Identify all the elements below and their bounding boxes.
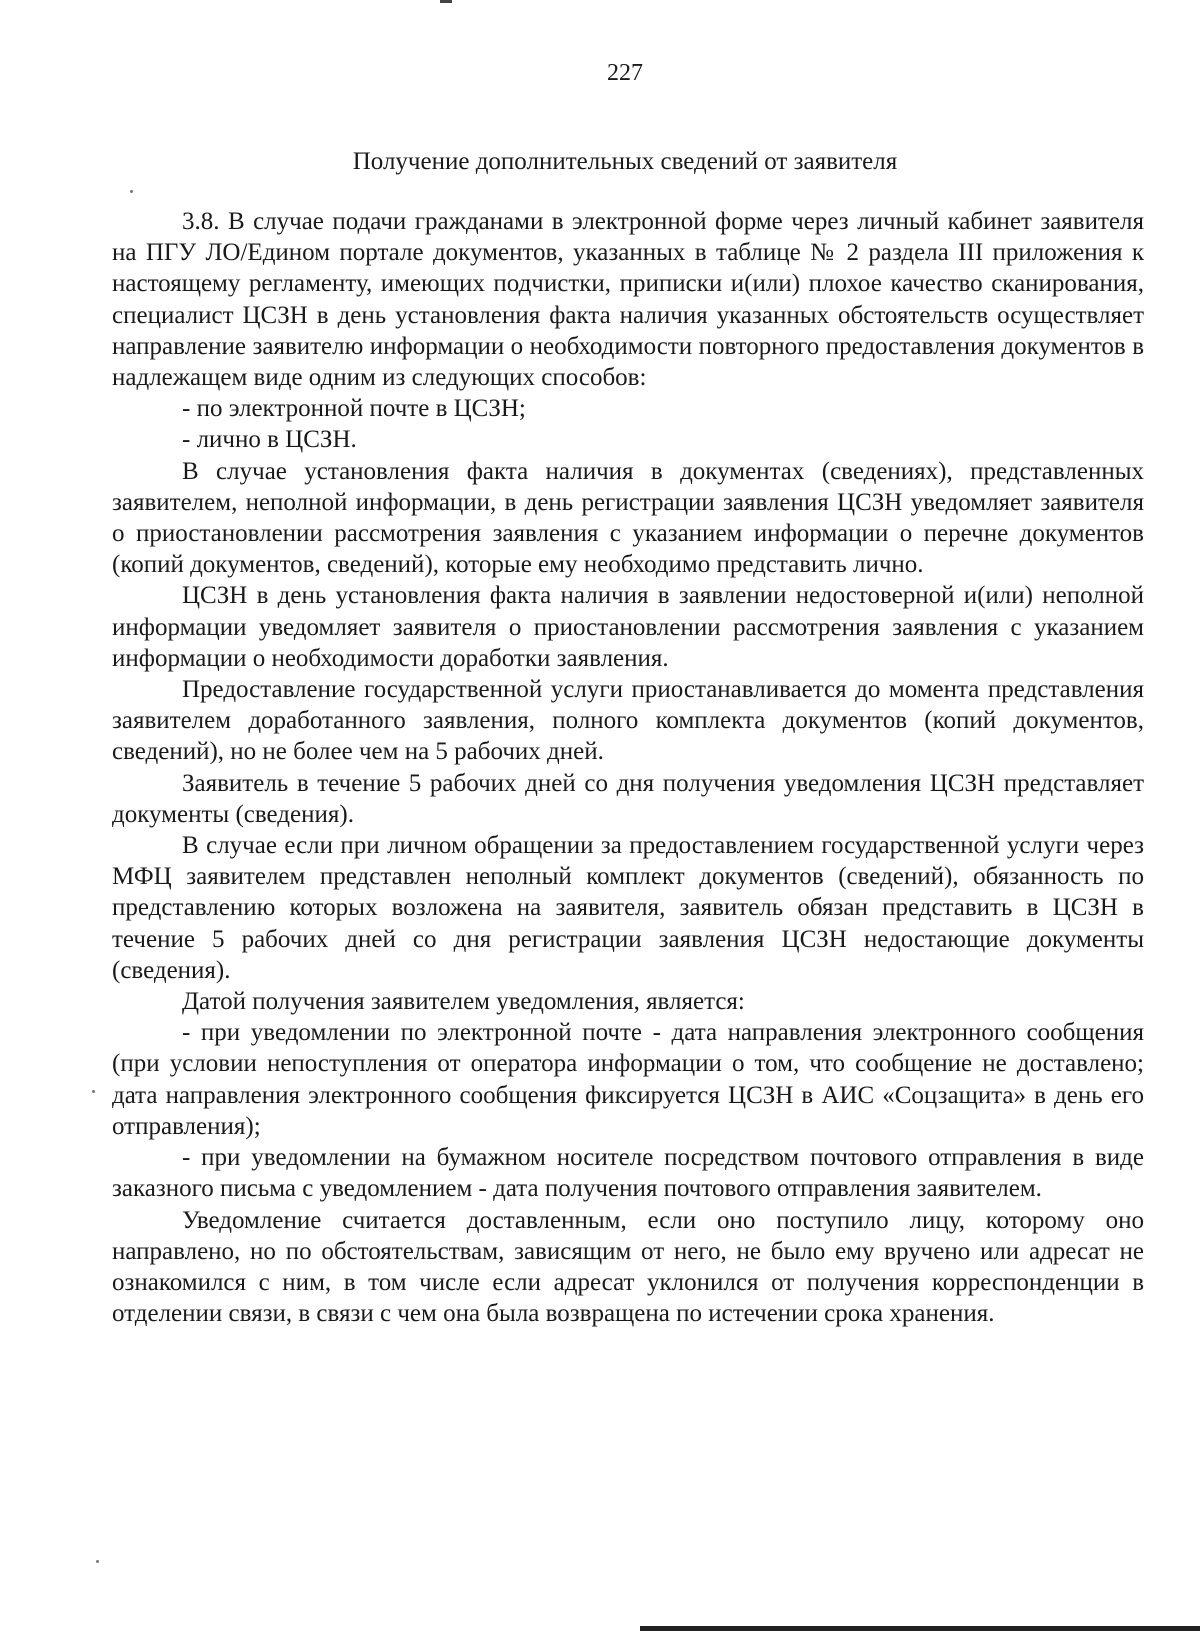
paragraph: - лично в ЦСЗН. [182, 426, 357, 454]
paragraph: В случае установления факта наличия в документах (сведениях), представленных заявителем, неполной информации, в день регистрации заявления ЦСЗН уведомляет заявителя о приостановлении рассмотрения заявления с указанием информации о перечне документов (копий документов, сведений), которые ему необходимо представить лично. [112, 457, 1144, 579]
page-number: 227 [607, 60, 643, 86]
paragraph: - по электронной почте в ЦСЗН; [182, 395, 526, 423]
scan-speck [92, 1090, 95, 1093]
paragraph: 3.8. В случае подачи гражданами в электронной форме через личный кабинет заявителя на ПГУ ЛО/Едином портале документов, указанных в таблице № 2 раздела III приложения к настоящему регламенту, имеющих подчистки, приписки и(или) плохое качество сканирования, специалист ЦСЗН в день установления факта наличия указанных обстоятельств осуществляет направление заявителю информации о необходимости повторного предоставления документов в надлежащем виде одним из следующих способов: [112, 208, 1144, 392]
paragraph: В случае если при личном обращении за предоставлением государственной услуги через МФЦ заявителем представлен неполный комплект документов (сведений), обязанность по представлению которых возложена на заявителя, заявитель обязан представить в ЦСЗН в течение 5 рабочих дней со дня регистрации заявления ЦСЗН недостающие документы (сведения). [112, 832, 1144, 984]
paragraph: - при уведомлении по электронной почте - дата направления электронного сообщения (при условии непоступления от оператора информации о том, что сообщение не доставлено; дата направления электронного сообщения фиксируется ЦСЗН в АИС «Соцзащита» в день его отправления); [112, 1019, 1144, 1140]
paragraph: Уведомление считается доставленным, если оно поступило лицу, которому оно направлено, но по обстоятельствам, зависящим от него, не было ему вручено или адресат не ознакомился с ним, в том числе если адресат уклонился от получения корреспонденции в отделении связи, в связи с чем она была возвращена по истечении срока хранения. [112, 1206, 1144, 1328]
paragraph: ЦСЗН в день установления факта наличия в заявлении недостоверной и(или) неполной информации уведомляет заявителя о приостановлении рассмотрения заявления с указанием информации о необходимости доработки заявления. [112, 582, 1144, 672]
paragraph: - при уведомлении на бумажном носителе посредством почтового отправления в виде заказного письма с уведомлением - дата получения почтового отправления заявителем. [112, 1144, 1144, 1203]
scan-speck [130, 190, 133, 193]
paragraph: Заявитель в течение 5 рабочих дней со дня получения уведомления ЦСЗН представляет документы (сведения). [112, 769, 1144, 828]
section-title: Получение дополнительных сведений от заявителя [352, 148, 898, 175]
scan-edge-line [640, 1626, 1200, 1631]
paragraph: Предоставление государственной услуги приостанавливается до момента представления заявителем доработанного заявления, полного комплекта документов (копий документов, сведений), но не более чем на 5 рабочих дней. [112, 676, 1144, 766]
body-text [112, 206, 1144, 1329]
scan-speck [96, 1560, 99, 1563]
paragraph: Датой получения заявителем уведомления, является: [182, 988, 745, 1016]
scan-mark [440, 0, 452, 3]
